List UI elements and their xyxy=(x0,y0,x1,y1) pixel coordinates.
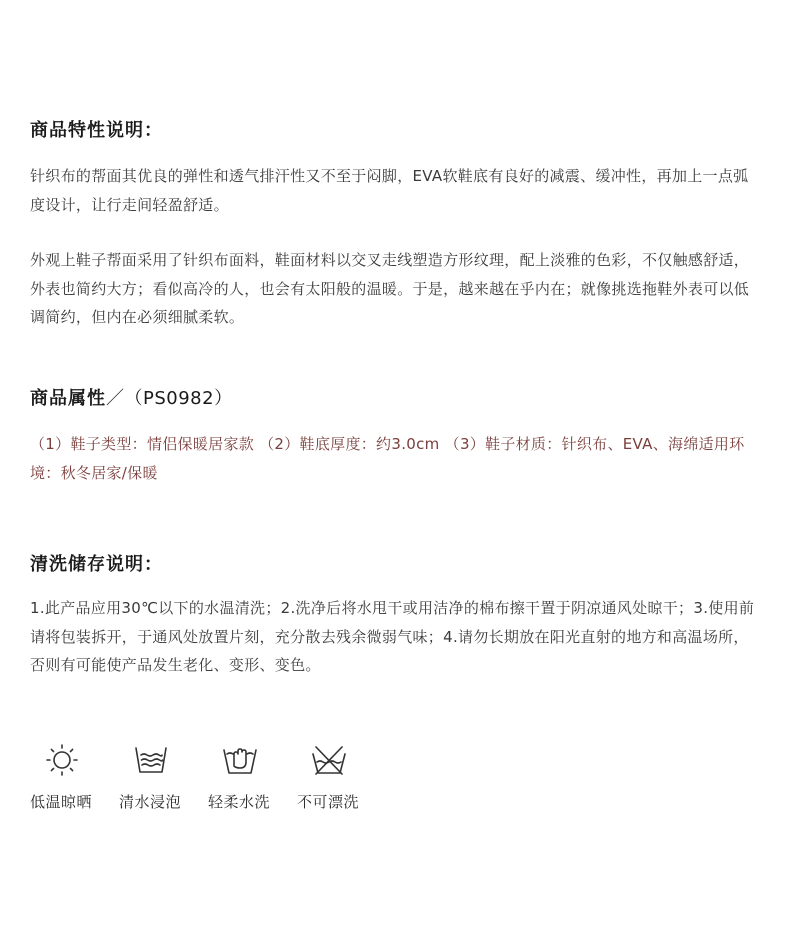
care-text: 1.此产品应用30℃以下的水温清洗；2.洗净后将水甩干或用洁净的棉布擦干置于阴凉通风处晾干；3.使用前请将包装拆开，于通风处放置片刻，充分散去残余微弱气味；4.请勿长期放在阳光直射的地方和高温场所，否则有可能使产品发生老化、变形、变色。 xyxy=(30,599,755,674)
hand-wash-icon xyxy=(220,740,260,780)
care-heading: 清洗储存说明： xyxy=(30,554,163,575)
water-soak-icon xyxy=(131,740,171,780)
no-bleach-icon xyxy=(309,740,349,780)
attributes-title: 商品属性 xyxy=(30,388,106,409)
sun-dry-icon xyxy=(42,740,82,780)
care-item-sun-dry xyxy=(30,740,119,812)
care-label-water-soak: 清水浸泡 xyxy=(119,793,182,811)
features-paragraph-1: 针织布的帮面其优良的弹性和透气排汗性又不至于闷脚，EVA软鞋底有良好的减震、缓冲性，再加上一点弧度设计，让行走间轻盈舒适。 xyxy=(30,167,749,214)
care-item-no-bleach xyxy=(297,740,386,812)
care-label-no-bleach: 不可漂洗 xyxy=(297,793,360,811)
attributes-text: （1）鞋子类型：情侣保暖居家款 （2）鞋底厚度：约3.0cm （3）鞋子材质：针织布、EVA、海绵适用环境：秋冬居家/保暖 xyxy=(30,435,745,482)
attributes-heading xyxy=(30,387,233,411)
care-label-sun-dry: 低温晾晒 xyxy=(30,793,93,811)
attributes-code: ／（PS0982） xyxy=(106,388,233,409)
care-label-hand-wash: 轻柔水洗 xyxy=(208,793,271,811)
features-heading: 商品特性说明： xyxy=(30,120,163,141)
care-item-hand-wash xyxy=(208,740,297,812)
features-paragraph-2: 外观上鞋子帮面采用了针织布面料，鞋面材料以交叉走线塑造方形纹理，配上淡雅的色彩，不仅触感舒适，外表也简约大方；看似高冷的人，也会有太阳般的温暖。于是，越来越在乎内在；就像挑选拖鞋外表可以低调简约，但内在必须细腻柔软。 xyxy=(30,251,750,326)
care-item-water-soak xyxy=(119,740,208,812)
care-icons-row xyxy=(30,740,386,812)
